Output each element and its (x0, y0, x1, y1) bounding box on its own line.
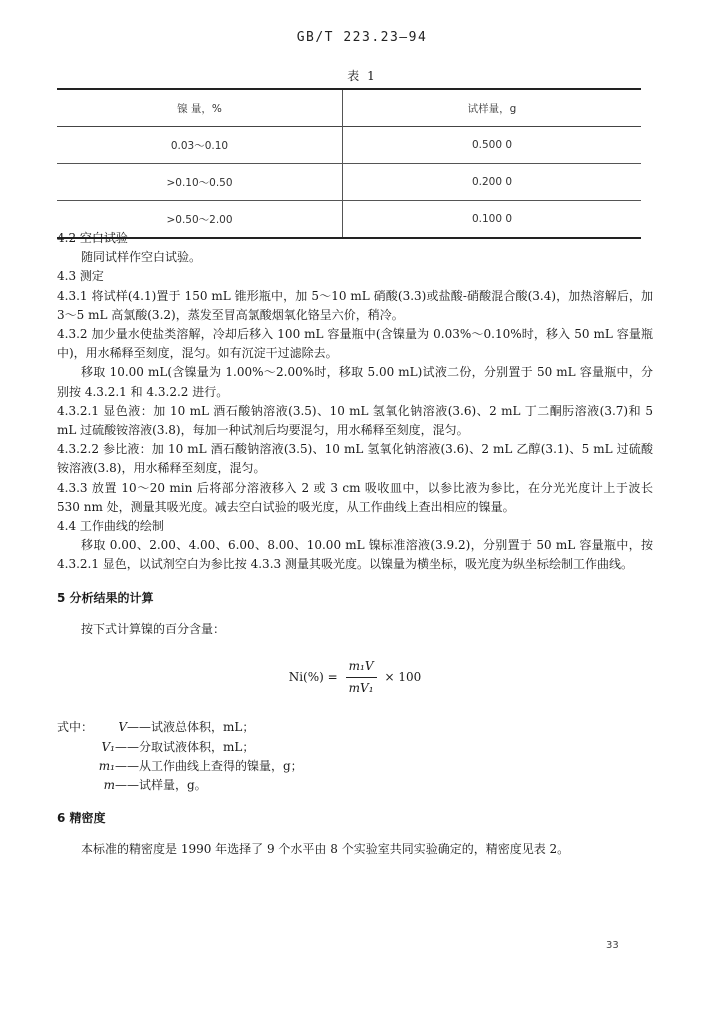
vars-intro: 式中： (57, 720, 94, 735)
variable-description: ——分取试液体积，mL； (115, 739, 255, 754)
body-text (57, 229, 653, 860)
section-4-4-text: 移取 0.00、2.00、4.00、6.00、8.00、10.00 mL 镍标准溶液(3.9.2)，分别置于 50 mL 容量瓶中，按 4.3.2.1 显色，以试剂空白为参比按 4.3.3 测量其吸光度。以镍量为横坐标，吸光度为纵坐标绘制工作曲线。 (57, 538, 653, 572)
variable-definitions (57, 718, 653, 795)
column-header: 镍 量，% (57, 89, 343, 127)
section-5-intro: 按下式计算镍的百分含量： (81, 621, 226, 636)
section-4-4-title: 4.4 工作曲线的绘制 (57, 519, 164, 534)
table-cell: 0.500 0 (471, 139, 513, 151)
variable-row (57, 738, 653, 757)
variable-symbol: m (103, 778, 115, 793)
formula-numerator: m₁V (346, 657, 377, 678)
nickel-formula (57, 657, 653, 698)
nickel-sample-table (57, 88, 641, 239)
variable-symbol: V (118, 720, 128, 735)
table-cell: 0.03～0.10 (57, 127, 343, 164)
section-4-3-2: 4.3.2 加少量水使盐类溶解，冷却后移入 100 mL 容量瓶中(含镍量为 0.03%～0.10%时，移入 50 mL 容量瓶中)，用水稀释至刻度，混匀。如有沉淀干过滤除去。 (57, 327, 653, 361)
table-caption: 表 1 (347, 69, 377, 83)
table-cell: 0.100 0 (471, 213, 513, 225)
formula-lhs: Ni(%) = (288, 670, 338, 685)
standard-header: GB/T 223.23—94 (296, 30, 428, 45)
variable-description: ——试液总体积，mL； (127, 720, 255, 735)
section-4-3-2-continued: 移取 10.00 mL(含镍量为 1.00%～2.00%时，移取 5.00 mL)试液二份，分别置于 50 mL 容量瓶中，分别按 4.3.2.1 和 4.3.2.2 进行。 (57, 365, 653, 399)
section-6-title: 6 精密度 (57, 811, 106, 826)
page-number: 33 (606, 940, 619, 951)
variable-description: ——从工作曲线上查得的镍量，g； (115, 758, 303, 773)
section-4-2-text: 随同试样作空白试验。 (81, 250, 202, 265)
table-header-row (57, 89, 641, 127)
formula-fraction (346, 657, 377, 698)
table-cell: >0.50～2.00 (57, 201, 343, 239)
variable-row (57, 776, 653, 795)
table-row (57, 127, 641, 164)
formula-rhs: × 100 (384, 670, 422, 685)
column-header: 试样量，g (467, 102, 517, 115)
section-5-title: 5 分析结果的计算 (57, 590, 154, 605)
section-4-3-2-2: 4.3.2.2 参比液：加 10 mL 酒石酸钠溶液(3.5)、10 mL 氢氧化钠溶液(3.6)、2 mL 乙醇(3.1)、5 mL 过硫酸铵溶液(3.8)，用水稀释至刻度，混匀。 (57, 442, 653, 476)
table-cell: 0.200 0 (471, 176, 513, 188)
section-4-3-3: 4.3.3 放置 10～20 min 后将部分溶液移入 2 或 3 cm 吸收皿中，以参比液为参比，在分光光度计上于波长 530 nm 处，测量其吸光度。减去空白试验的吸光度，从工作曲线上查出相应的镍量。 (57, 480, 653, 514)
variable-description: ——试样量，g。 (115, 778, 207, 793)
table-cell: >0.10～0.50 (57, 164, 343, 201)
table-row (57, 164, 641, 201)
variable-symbol: V₁ (101, 739, 115, 754)
variable-row (57, 718, 653, 737)
section-4-3-title: 4.3 测定 (57, 269, 104, 284)
section-4-3-2-1: 4.3.2.1 显色液：加 10 mL 酒石酸钠溶液(3.5)、10 mL 氢氧化钠溶液(3.6)、2 mL 丁二酮肟溶液(3.7)和 5 mL 过硫酸铵溶液(3.8)，每加一种试剂后均要混匀，用水稀释至刻度，混匀。 (57, 403, 653, 438)
section-4-2-title: 4.2 空白试验 (57, 231, 128, 245)
formula-denominator: mV₁ (348, 681, 374, 696)
variable-symbol: m₁ (98, 758, 115, 773)
section-4-3-1: 4.3.1 将试样(4.1)置于 150 mL 锥形瓶中，加 5～10 mL 硝酸(3.3)或盐酸-硝酸混合酸(3.4)，加热溶解后，加 3～5 mL 高氯酸(3.2)，蒸发至冒高氯酸烟氧化铬呈六价，稍冷。 (57, 288, 653, 322)
section-6-text: 本标准的精密度是 1990 年选择了 9 个水平由 8 个实验室共同实验确定的，精密度见表 2。 (81, 842, 570, 857)
variable-row (57, 757, 653, 776)
